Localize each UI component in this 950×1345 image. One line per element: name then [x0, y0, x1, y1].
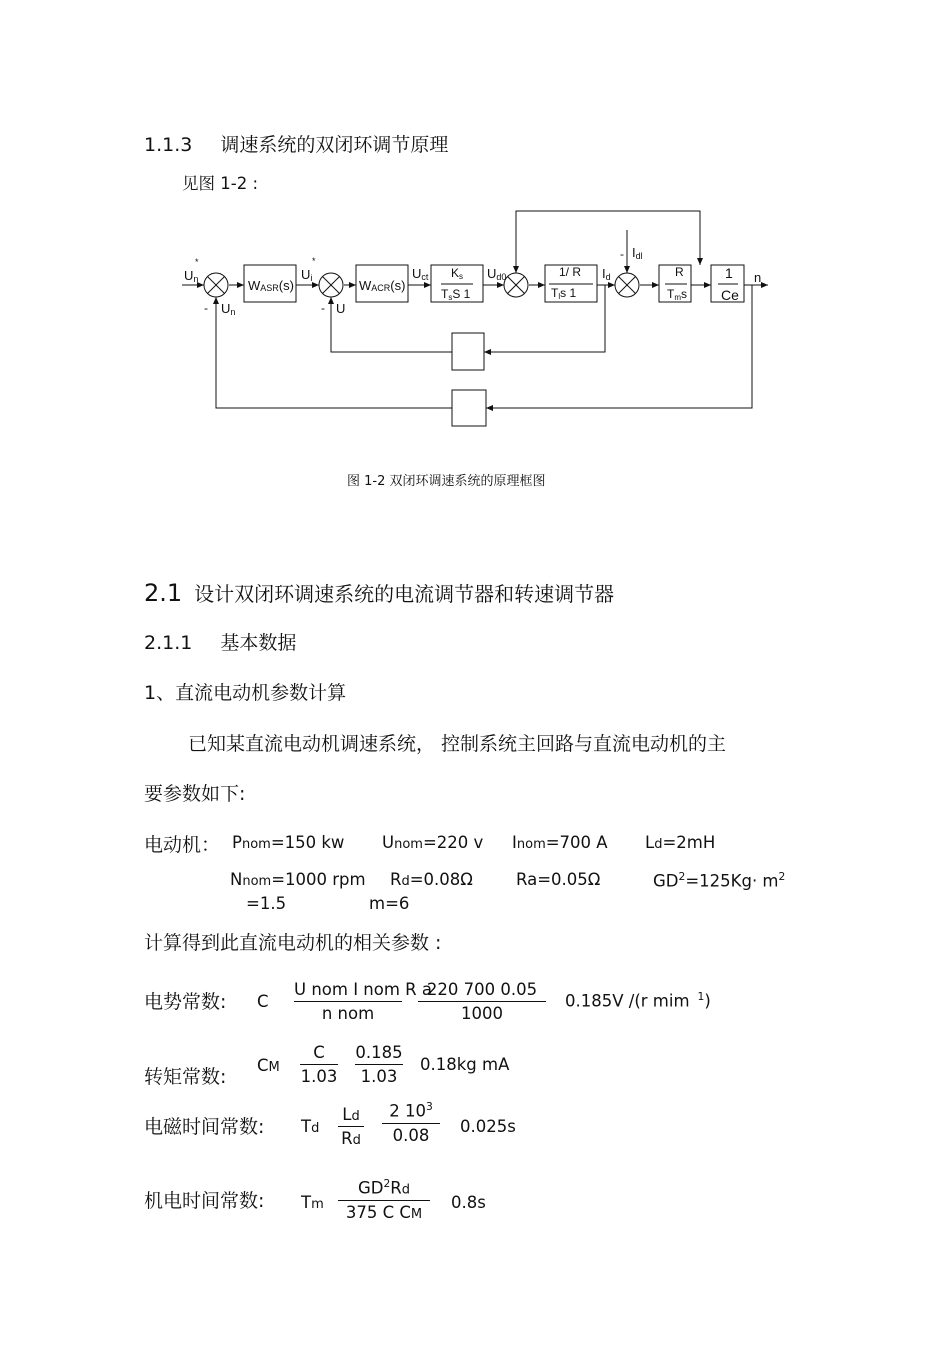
param-inom: Inom=700 A [512, 833, 608, 852]
emf-numerator: 1 [725, 265, 733, 281]
td-result: 0.025s [460, 1117, 516, 1136]
mechanical-denominator: Tms [667, 287, 688, 302]
minus-sign: - [620, 247, 624, 261]
section-heading-2-1-1 [144, 628, 296, 655]
acr-label: WACR(s) [359, 278, 406, 293]
param-nnom: Nnom=1000 rpm [230, 870, 366, 889]
param-gd2: $GD^2=125Kg\cdot m^2$ [653, 870, 786, 891]
star-mark: * [195, 257, 199, 267]
section-heading-1-1-3 [144, 130, 448, 157]
speed-feedback-block [452, 390, 486, 426]
cm-result: 0.18kg mA [420, 1055, 510, 1074]
section-number: 2.1.1 [144, 632, 193, 654]
current-reference-label: Ui [301, 267, 313, 283]
speed-feedback-label: Un [221, 301, 236, 317]
section-heading-2-1 [144, 578, 614, 607]
param-unom: Unom=220 v [382, 833, 484, 852]
param-rd: Rd=0.08Ω [390, 870, 473, 889]
speed-reference-label: Un [184, 268, 199, 284]
speed-output-label: n [754, 270, 762, 285]
emf-feedback-line [516, 211, 700, 273]
current-feedback-label: U [336, 301, 346, 316]
param-ra: Ra=0.05Ω [516, 870, 601, 889]
section-title: 基本数据 [220, 632, 297, 654]
converter-denominator: TsS 1 [441, 287, 471, 302]
emf-denominator: Ce [721, 287, 739, 303]
asr-label: WASR(s) [248, 278, 294, 293]
armature-denominator: Tls 1 [551, 286, 577, 301]
td-label: 电磁时间常数: [144, 1116, 265, 1138]
td-fraction-numeric: 2 $10^3$ 0.08 [382, 1100, 440, 1145]
tm-label: 机电时间常数: [144, 1190, 265, 1212]
param-ld: Ld=2mH [645, 833, 716, 852]
cm-label: 转矩常数: [144, 1066, 227, 1088]
minus-sign: - [321, 301, 325, 315]
cm-fraction-symbolic: C 1.03 [300, 1043, 338, 1086]
section-title: 调速系统的双闭环调节原理 [220, 134, 449, 156]
paragraph-line: 要参数如下: [144, 783, 246, 805]
tm-result: 0.8s [451, 1193, 486, 1212]
control-voltage-label: Uct [412, 266, 429, 282]
ce-result: 0.185V /(r mim $^1$) [565, 990, 711, 1011]
section-number: 2.1 [144, 579, 183, 607]
converter-numerator: Ks [451, 266, 464, 281]
minus-sign: - [204, 301, 208, 315]
section-title: 设计双闭环调速系统的电流调节器和转速调节器 [194, 582, 615, 606]
summing-junction-4 [615, 273, 639, 297]
td-symbol: Td [301, 1117, 320, 1136]
load-current-label: Idl [632, 245, 643, 261]
speed-feedback-line [486, 285, 752, 408]
mechanical-numerator: R [675, 265, 684, 279]
star-mark: * [312, 256, 316, 266]
summing-junction-3 [504, 273, 528, 297]
tm-fraction: $GD^2Rd$ 375 C CM [338, 1177, 430, 1222]
calc-intro: 计算得到此直流电动机的相关参数 : [144, 932, 442, 954]
param-m: m=6 [369, 894, 410, 913]
figure-reference: 见图 1-2 : [182, 174, 258, 193]
tm-symbol: Tm [301, 1193, 324, 1212]
cm-symbol: CM [257, 1056, 280, 1075]
ce-fraction-symbolic: U nom I nom R a n nom [294, 980, 432, 1023]
figure-caption: 图 1-2 双闭环调速系统的原理框图 [347, 474, 546, 489]
ce-symbol: C [257, 992, 269, 1011]
current-feedback-block [452, 333, 484, 370]
paragraph-line: 已知某直流电动机调速系统， 控制系统主回路与直流电动机的主 [188, 733, 727, 755]
block-diagram [0, 200, 950, 440]
armature-numerator: 1/ R [559, 265, 582, 279]
section-number: 1.1.3 [144, 134, 193, 156]
td-fraction-symbolic: Ld Rd [338, 1105, 364, 1148]
param-lambda: =1.5 [246, 894, 287, 913]
summing-junction-1 [204, 273, 228, 297]
param-pnom: Pnom=150 kw [232, 833, 345, 852]
ce-label: 电势常数: [144, 991, 227, 1013]
motor-label: 电动机： [144, 834, 221, 856]
cm-fraction-numeric: 0.185 1.03 [355, 1043, 403, 1086]
armature-current-label: Id [602, 266, 611, 282]
summing-junction-2 [319, 273, 343, 297]
ce-fraction-numeric: 220 700 0.05 1000 [418, 980, 546, 1023]
item-heading: 1、直流电动机参数计算 [144, 682, 347, 704]
output-voltage-label: Ud0 [487, 266, 507, 282]
